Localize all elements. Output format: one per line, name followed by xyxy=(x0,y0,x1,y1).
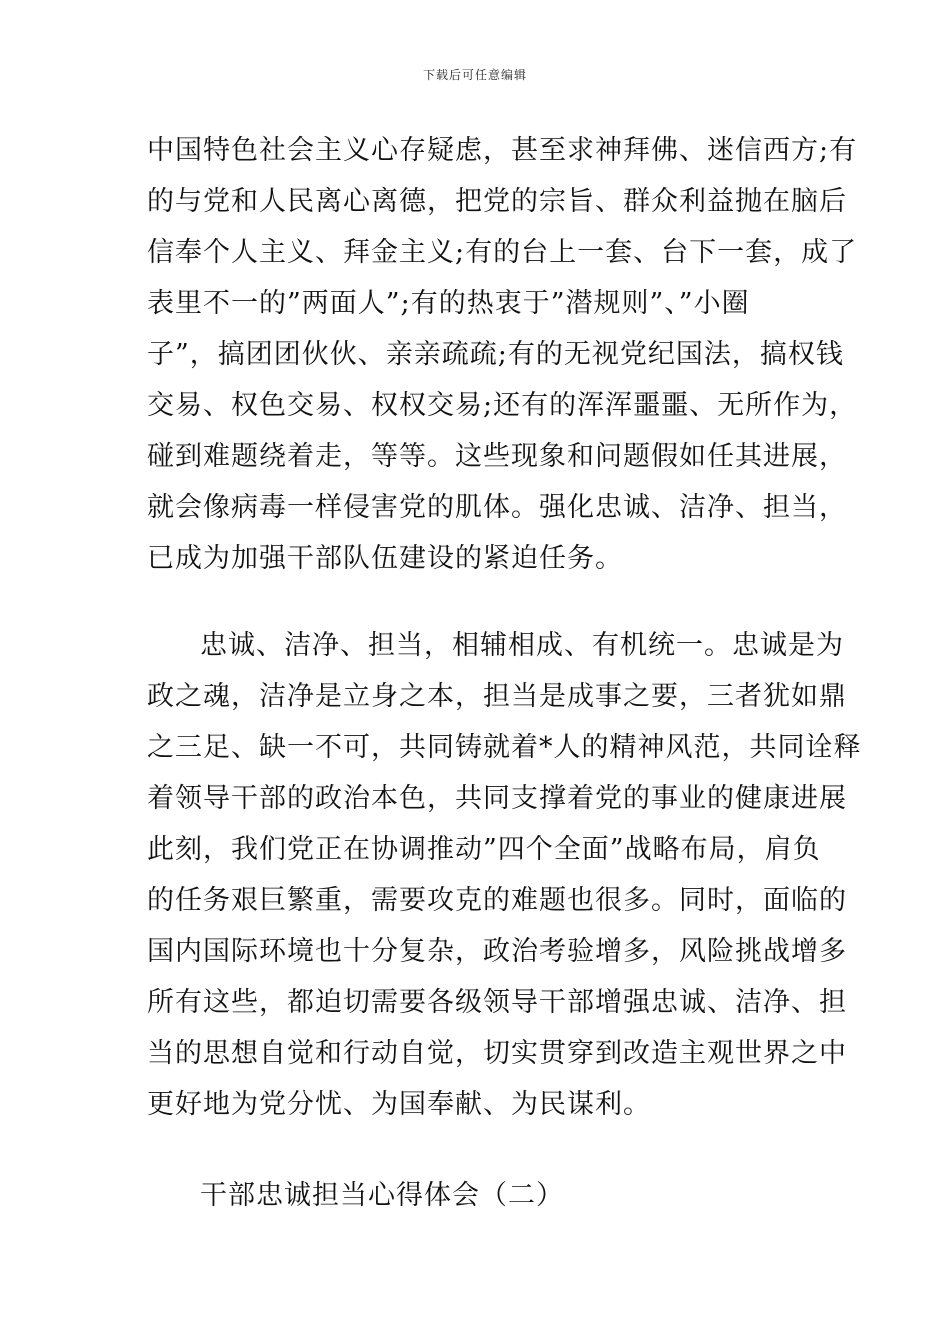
paragraph-line: 所有这些，都迫切需要各级领导干部增强忠诚、洁净、担 xyxy=(147,987,847,1018)
paragraph-line: 的任务艰巨繁重，需要攻克的难题也很多。同时，面临的 xyxy=(147,885,847,916)
paragraph-2 xyxy=(147,620,862,1130)
paragraph-line: 更好地为党分忧、为国奉献、为民谋利。 xyxy=(147,1089,651,1120)
paragraph-line: 政之魂，洁净是立身之本，担当是成事之要，三者犹如鼎 xyxy=(147,681,847,712)
paragraph-line: 交易、权色交易、权权交易;还有的浑浑噩噩、无所作为， xyxy=(147,390,858,421)
paragraph-line: 表里不一的”两面人”;有的热衷于”潜规则”、”小圈 xyxy=(147,288,750,319)
paragraph-line: 之三足、缺一不可，共同铸就着*人的精神风范，共同诠释 xyxy=(147,732,862,763)
paragraph-line: 当的思想自觉和行动自觉，切实贯穿到改造主观世界之中 xyxy=(147,1038,847,1069)
paragraph-line: 子”，搞团团伙伙、亲亲疏疏;有的无视党纪国法，搞权钱 xyxy=(147,339,844,370)
paragraph-line: 着领导干部的政治本色，共同支撑着党的事业的健康进展 xyxy=(147,783,847,814)
paragraph-line: 信奉个人主义、拜金主义;有的台上一套、台下一套，成了 xyxy=(147,237,858,268)
paragraph-line: 碰到难题绕着走，等等。这些现象和问题假如任其进展， xyxy=(147,441,847,472)
paragraph-line: 忠诚、洁净、担当，相辅相成、有机统一。忠诚是为 xyxy=(200,630,844,661)
paragraph-line: 国内国际环境也十分复杂，政治考验增多，风险挑战增多 xyxy=(147,936,847,967)
paragraph-1 xyxy=(147,125,858,584)
paragraph-line: 此刻，我们党正在协调推动”四个全面”战略布局，肩负 xyxy=(147,834,821,865)
paragraph-line: 已成为加强干部队伍建设的紧迫任务。 xyxy=(147,543,623,574)
paragraph-line: 中国特色社会主义心存疑虑，甚至求神拜佛、迷信西方;有 xyxy=(147,135,858,166)
paragraph-line: 就会像病毒一样侵害党的肌体。强化忠诚、洁净、担当， xyxy=(147,492,847,523)
paragraph-line: 的与党和人民离心离德，把党的宗旨、群众利益抛在脑后 xyxy=(147,186,847,217)
section-heading: 干部忠诚担当心得体会（二） xyxy=(200,1180,564,1211)
header-note: 下载后可任意编辑 xyxy=(422,68,527,82)
